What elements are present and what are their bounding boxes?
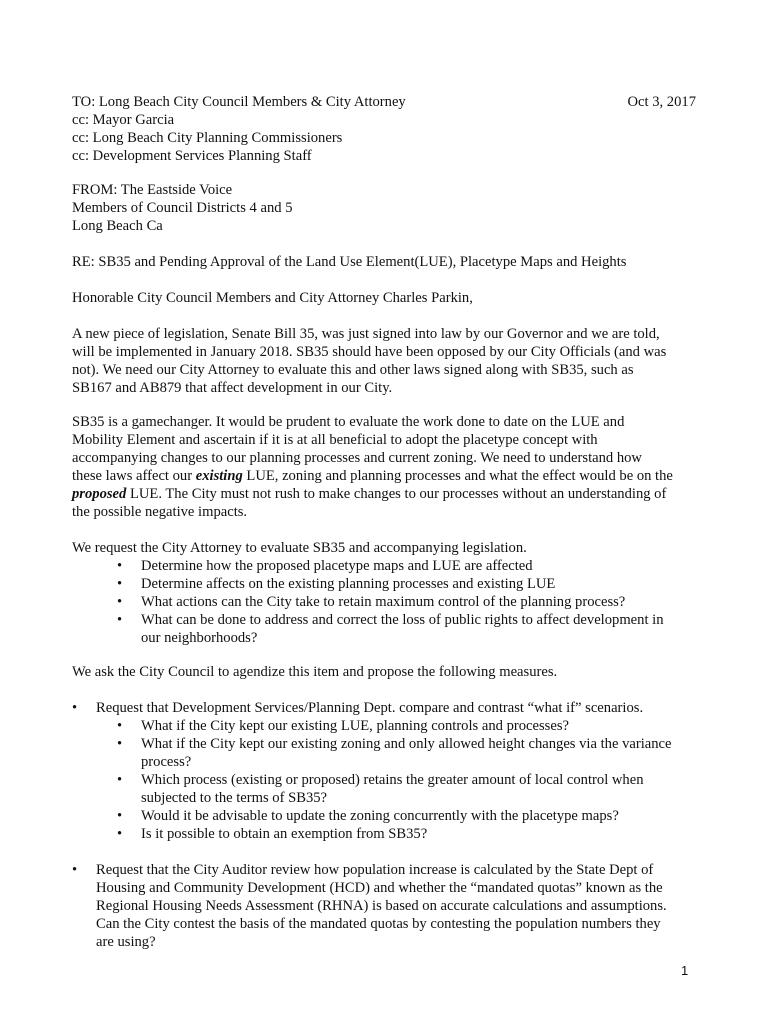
list-item: • Which process (existing or proposed) retains the greater amount of local control when subjected to the terms of SB35? <box>117 772 644 806</box>
emphasis-existing: existing <box>195 468 243 484</box>
list-item: • Is it possible to obtain an exemption from SB35? <box>117 826 428 842</box>
attorney-request <box>72 539 696 647</box>
council-request-item-2 <box>72 861 696 951</box>
from-line: Long Beach Ca <box>72 218 163 234</box>
cc-line: cc: Mayor Garcia <box>72 112 175 128</box>
cc-line: cc: Long Beach City Planning Commissioners <box>72 130 343 146</box>
re-line: RE: SB35 and Pending Approval of the Land Use Element(LUE), Placetype Maps and Heights <box>72 254 627 270</box>
letter-header <box>72 93 696 165</box>
from-line: Members of Council Districts 4 and 5 <box>72 200 293 216</box>
council-request-item-1 <box>72 699 696 843</box>
bullet-icon: • <box>117 826 123 842</box>
bullet-icon: • <box>117 808 123 824</box>
list-item: • What if the City kept our existing LUE, planning controls and processes? <box>117 718 569 734</box>
bullet-icon: • <box>117 772 123 788</box>
list-item: • Determine affects on the existing planning processes and existing LUE <box>117 576 556 592</box>
bullet-icon: • <box>117 594 123 610</box>
to-line: TO: Long Beach City Council Members & City Attorney <box>72 94 406 110</box>
council-request <box>72 663 696 681</box>
list-item: • Request that Development Services/Planning Dept. compare and contrast “what if” scenarios. <box>72 700 644 716</box>
bullet-icon: • <box>72 700 78 716</box>
bullet-icon: • <box>117 576 123 592</box>
bullet-icon: • <box>117 612 123 628</box>
salutation: Honorable City Council Members and City Attorney Charles Parkin, <box>72 290 473 306</box>
list-item: • What actions can the City take to retain maximum control of the planning process? <box>117 594 626 610</box>
council-request-intro: We ask the City Council to agendize this item and propose the following measures. <box>72 664 558 680</box>
cc-line: cc: Development Services Planning Staff <box>72 148 312 164</box>
attorney-request-list <box>72 557 696 647</box>
what-if-list <box>72 717 696 843</box>
attorney-request-intro: We request the City Attorney to evaluate SB35 and accompanying legislation. <box>72 540 527 556</box>
list-item: • What can be done to address and correct the loss of public rights to affect development in our neighborhoods? <box>117 612 664 646</box>
paragraph-legislation: A new piece of legislation, Senate Bill 35, was just signed into law by our Governor and we are told, will be implemented in January 2018. SB35 should have been opposed by our City Officials (and was not). We need our City Attorney to evaluate this and other laws signed along with SB35, such as SB167 and AB879 that affect development in our City. <box>72 326 667 396</box>
list-item: • What if the City kept our existing zoning and only allowed height changes via the variance process? <box>117 736 672 770</box>
bullet-icon: • <box>117 558 123 574</box>
list-item: • Request that the City Auditor review how population increase is calculated by the State Dept of Housing and Community Development (HCD) and whether the “mandated quotas” known as the Regional Housing Needs Assessment (RHNA) is based on accurate calculations and assumptions. Can the City contest the basis of the mandated quotas by contesting the population numbers they are using? <box>72 862 667 950</box>
from-block <box>72 181 696 235</box>
bullet-icon: • <box>117 736 123 752</box>
page-number: 1 <box>681 963 689 978</box>
bullet-icon: • <box>117 718 123 734</box>
letter-date: Oct 3, 2017 <box>627 94 696 110</box>
list-item: • Would it be advisable to update the zoning concurrently with the placetype maps? <box>117 808 619 824</box>
bullet-icon: • <box>72 862 78 878</box>
paragraph-gamechanger: SB35 is a gamechanger. It would be prudent to evaluate the work done to date on the LUE and Mobility Element and ascertain if it is at all beneficial to adopt the placetype concept with accompanying changes to our planning processes and current zoning. We need to understand how these laws affect our existing LUE, zoning and planning processes and what the effect would be on the proposed LUE. The City must not rush to make changes to our processes without an understanding of the possible negative impacts. <box>72 414 673 520</box>
emphasis-proposed: proposed <box>72 486 127 502</box>
list-item: • Determine how the proposed placetype maps and LUE are affected <box>117 558 533 574</box>
from-line: FROM: The Eastside Voice <box>72 182 233 198</box>
